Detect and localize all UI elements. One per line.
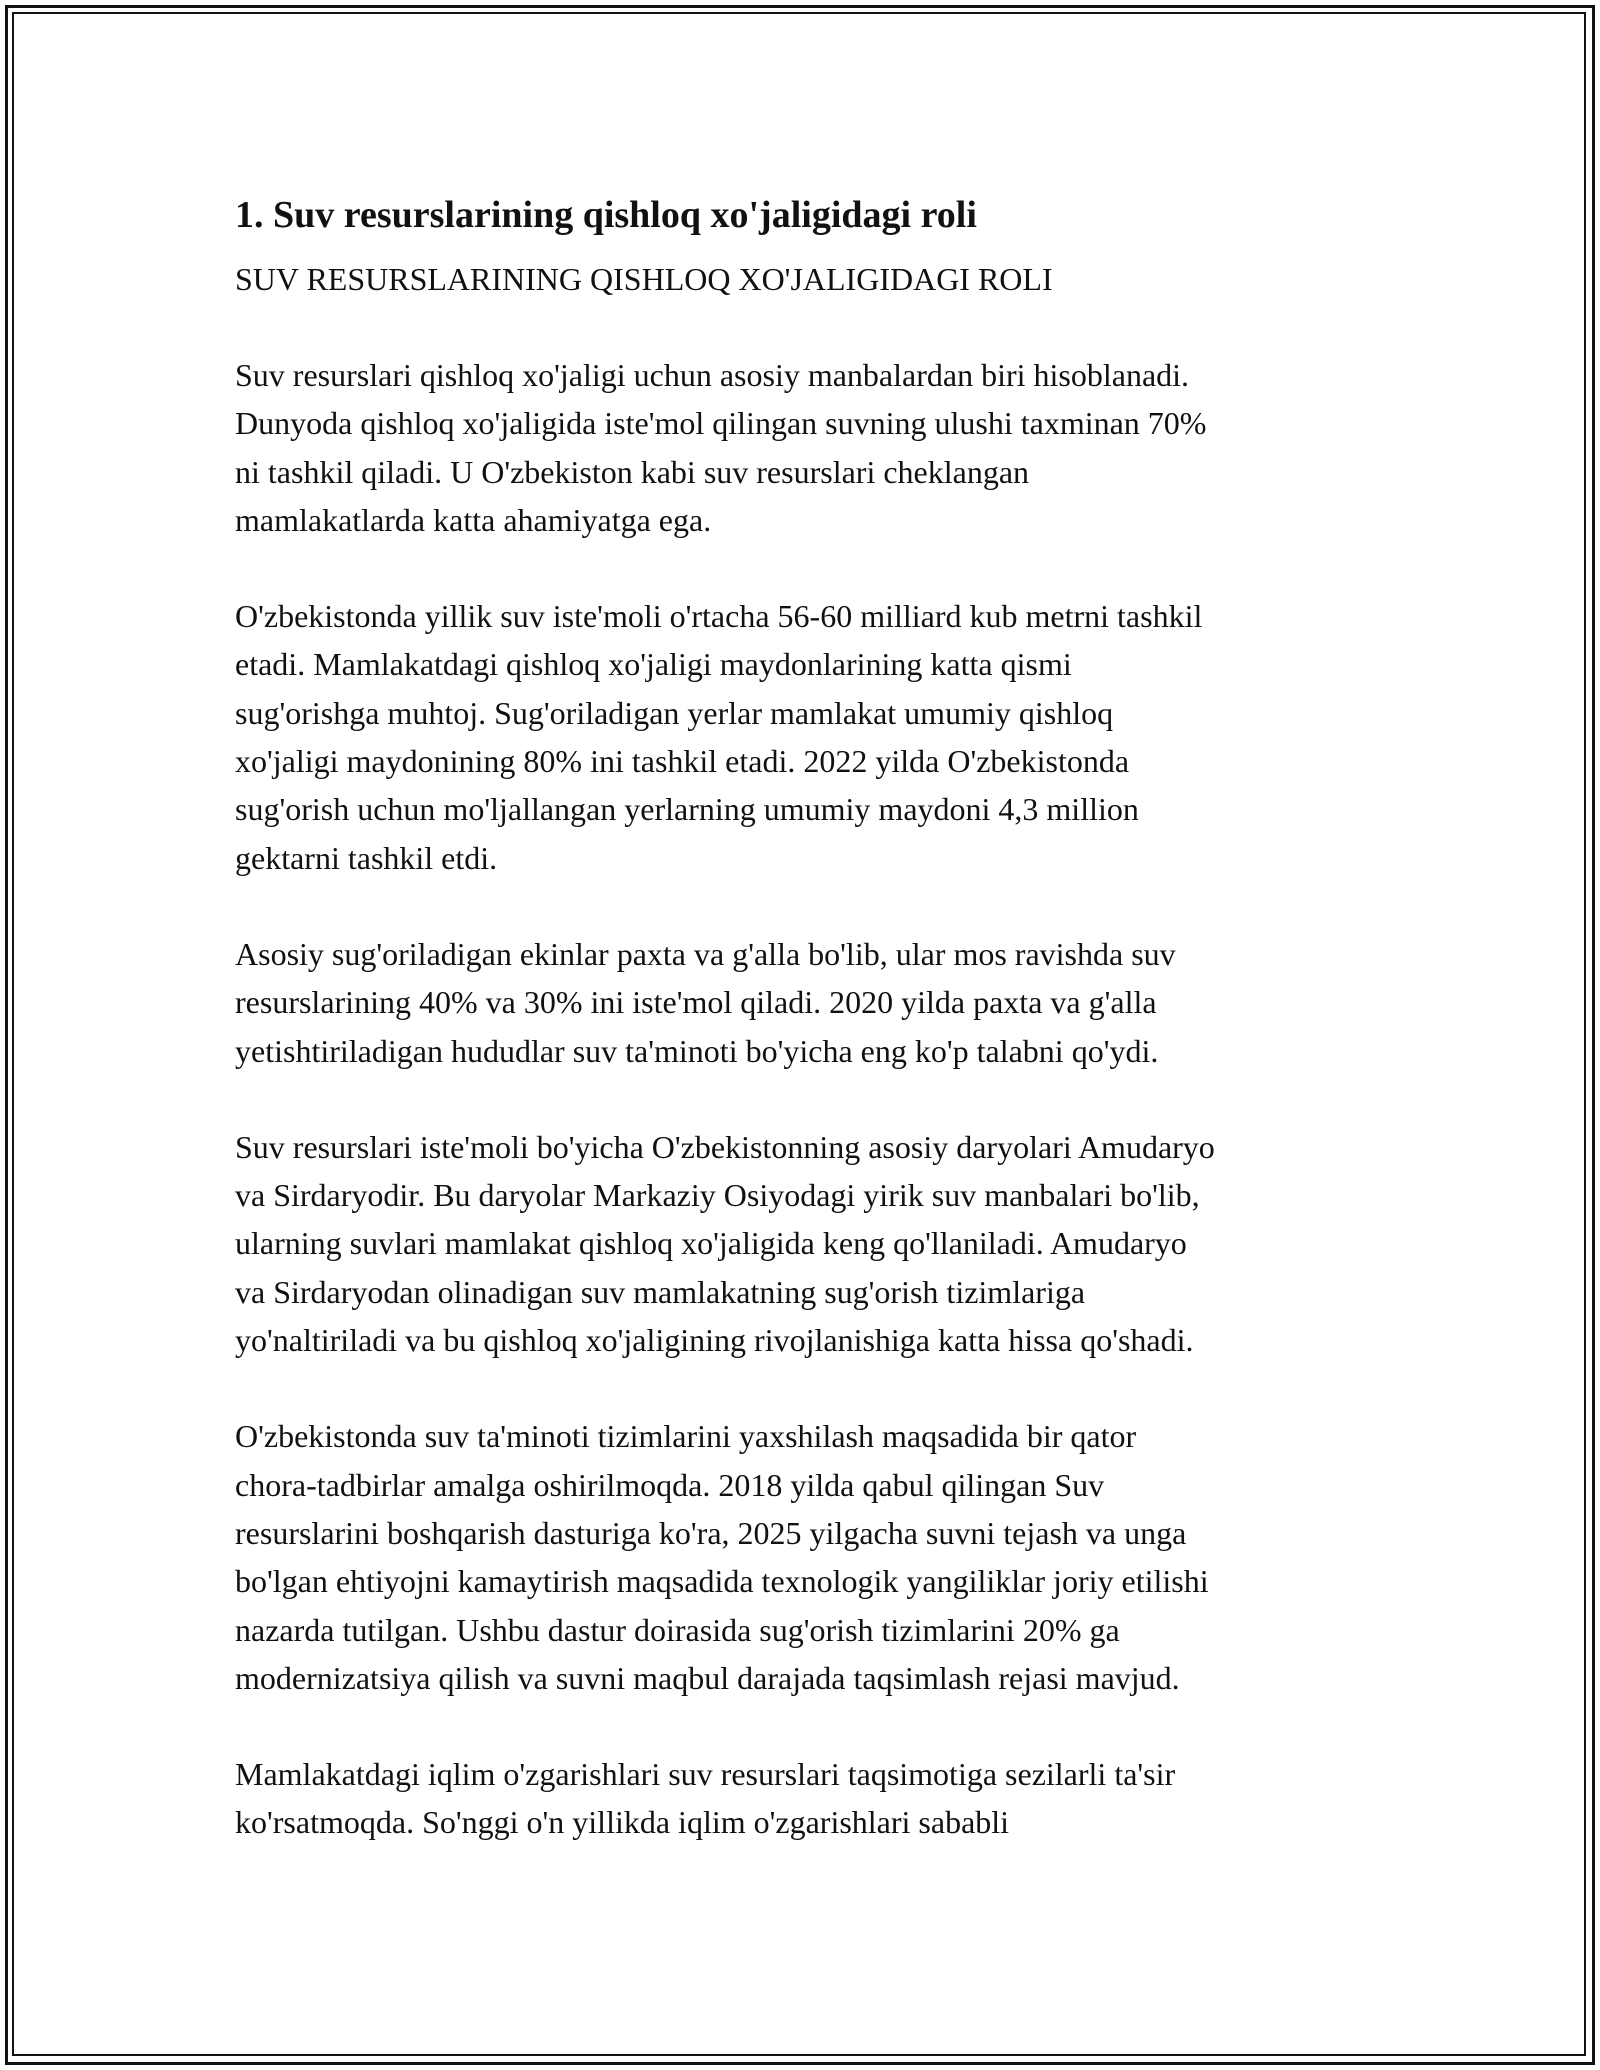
- text-line: O'zbekistonda suv ta'minoti tizimlarini yaxshilash maqsadida bir qator: [235, 1418, 1137, 1455]
- text-line: ularning suvlari mamlakat qishloq xo'jaligida keng qo'llaniladi. Amudaryo: [235, 1225, 1187, 1262]
- text-line: Asosiy sug'oriladigan ekinlar paxta va g'alla bo'lib, ular mos ravishda suv: [235, 935, 1176, 972]
- text-line: modernizatsiya qilish va suvni maqbul darajada taqsimlash rejasi mavjud.: [235, 1659, 1180, 1696]
- text-line: etadi. Mamlakatdagi qishloq xo'jaligi maydonlarining katta qismi: [235, 646, 1072, 683]
- text-line: nazarda tutilgan. Ushbu dastur doirasida sug'orish tizimlarini 20% ga: [235, 1611, 1120, 1648]
- text-line: chora-tadbirlar amalga oshirilmoqda. 2018 yilda qabul qilingan Suv: [235, 1466, 1105, 1503]
- text-line: ni tashkil qiladi. U O'zbekiston kabi suv resurslari cheklangan: [235, 453, 1030, 490]
- paragraph-5: [235, 1412, 1365, 1702]
- text-line: sug'orishga muhtoj. Sug'oriladigan yerlar mamlakat umumiy qishloq: [235, 694, 1114, 731]
- text-line: O'zbekistonda yillik suv iste'moli o'rtacha 56-60 milliard kub metrni tashkil: [235, 598, 1203, 635]
- paragraph-1: [235, 351, 1365, 544]
- text-line: xo'jaligi maydonining 80% ini tashkil etadi. 2022 yilda O'zbekistonda: [235, 743, 1130, 780]
- paragraph-6: [235, 1750, 1365, 1847]
- text-line: resurslarini boshqarish dasturiga ko'ra, 2025 yilgacha suvni tejash va unga: [235, 1514, 1187, 1551]
- section-heading: 1. Suv resurslarining qishloq xo'jaligidagi roli: [235, 194, 977, 236]
- paragraph-4: [235, 1123, 1365, 1364]
- paragraph-2: [235, 592, 1365, 882]
- text-line: sug'orish uchun mo'ljallangan yerlarning umumiy maydoni 4,3 million: [235, 791, 1139, 828]
- text-line: va Sirdaryodir. Bu daryolar Markaziy Osiyodagi yirik suv manbalari bo'lib,: [235, 1177, 1200, 1214]
- text-line: Dunyoda qishloq xo'jaligida iste'mol qilingan suvning ulushi taxminan 70%: [235, 405, 1207, 442]
- text-line: yo'naltiriladi va bu qishloq xo'jaligining rivojlanishiga katta hissa qo'shadi.: [235, 1322, 1194, 1359]
- text-line: bo'lgan ehtiyojni kamaytirish maqsadida texnologik yangiliklar joriy etilishi: [235, 1563, 1209, 1600]
- text-line: Mamlakatdagi iqlim o'zgarishlari suv resurslari taqsimotiga sezilarli ta'sir: [235, 1756, 1176, 1793]
- text-line: yetishtiriladigan hududlar suv ta'minoti bo'yicha eng ko'p talabni qo'ydi.: [235, 1032, 1159, 1069]
- text-line: ko'rsatmoqda. So'nggi o'n yillikda iqlim o'zgarishlari sababli: [235, 1804, 1010, 1841]
- text-line: mamlakatlarda katta ahamiyatga ega.: [235, 501, 712, 538]
- text-line: Suv resurslari iste'moli bo'yicha O'zbekistonning asosiy daryolari Amudaryo: [235, 1128, 1215, 1165]
- document-body: [235, 185, 1365, 1847]
- section-subheading: SUV RESURSLARINING QISHLOQ XO'JALIGIDAGI ROLI: [235, 261, 1053, 297]
- text-line: gektarni tashkil etdi.: [235, 839, 498, 876]
- text-line: resurslarining 40% va 30% ini iste'mol qiladi. 2020 yilda paxta va g'alla: [235, 984, 1157, 1021]
- text-line: va Sirdaryodan olinadigan suv mamlakatning sug'orish tizimlariga: [235, 1273, 1086, 1310]
- text-line: Suv resurslari qishloq xo'jaligi uchun asosiy manbalardan biri hisoblanadi.: [235, 357, 1190, 393]
- paragraph-3: [235, 930, 1365, 1075]
